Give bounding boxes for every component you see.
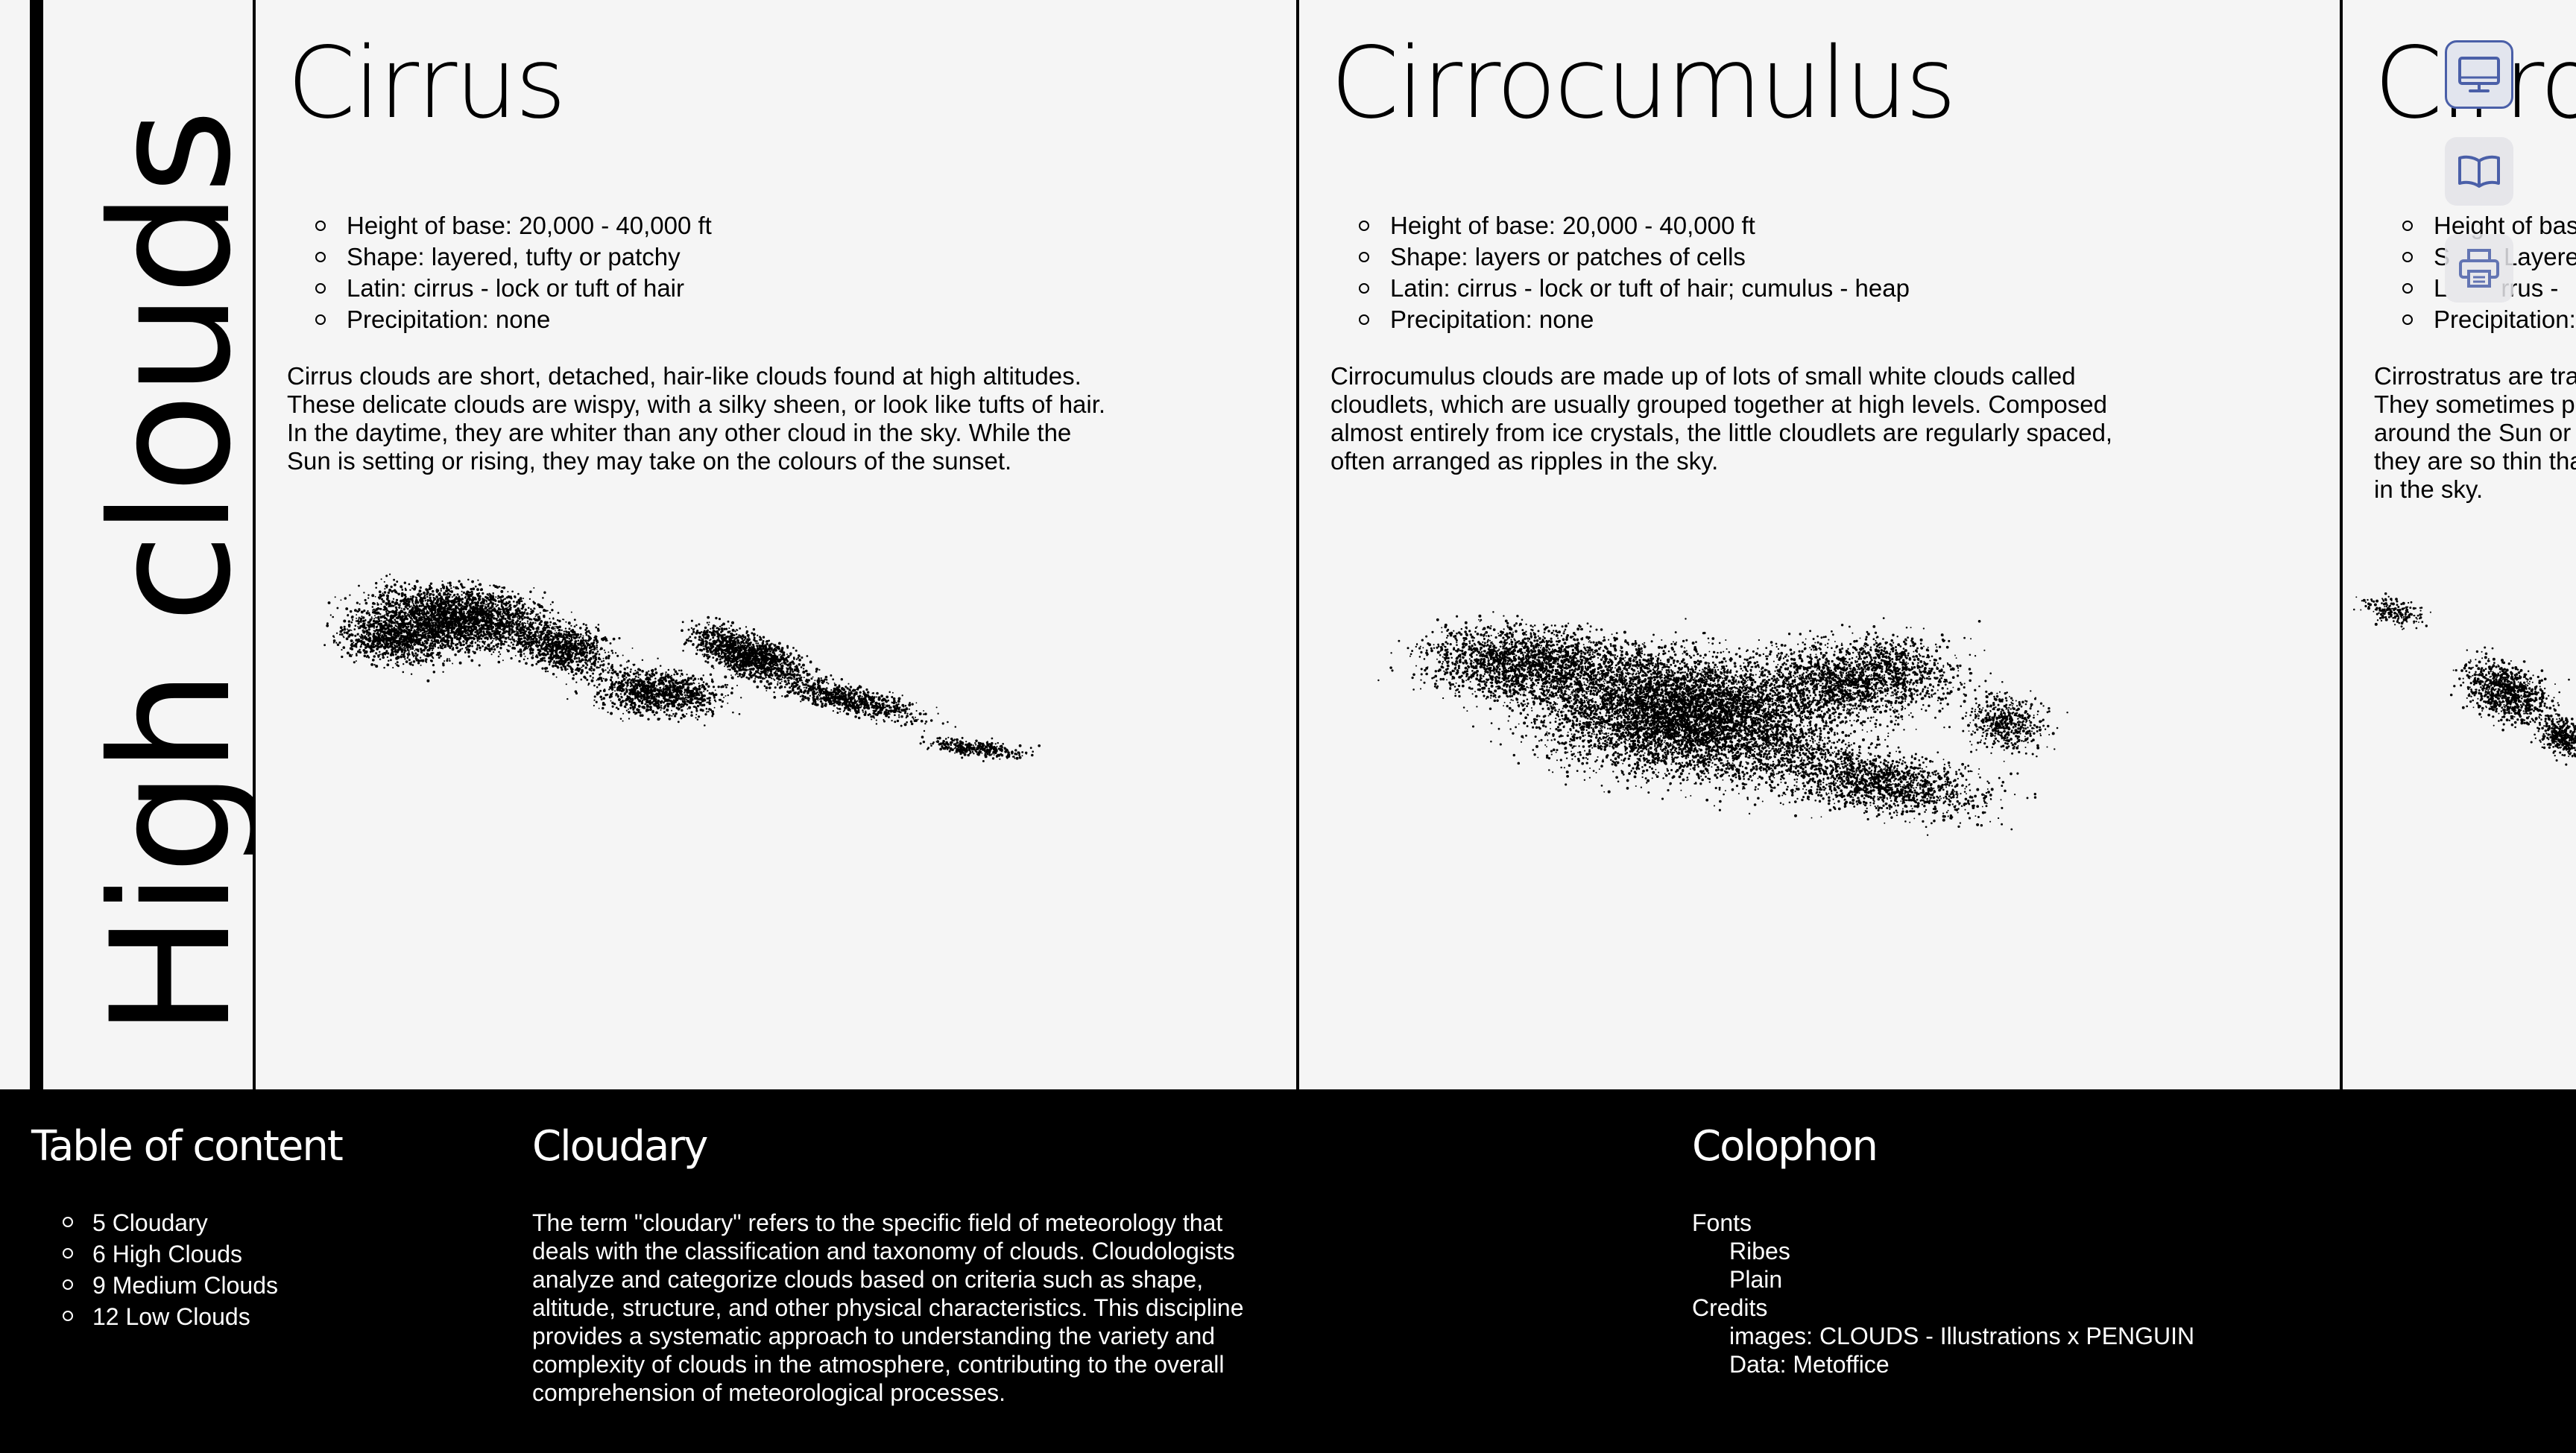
credit-entry: Data: Metoffice: [1692, 1350, 2194, 1378]
toc-item[interactable]: 9 Medium Clouds: [31, 1270, 278, 1301]
credits-label: Credits: [1692, 1294, 2194, 1322]
fact-item: Shape: layers or patches of cells: [1330, 241, 1910, 273]
colophon-heading: Colophon: [1692, 1121, 1877, 1173]
credit-entry: images: CLOUDS - Illustrations x PENGUIN: [1692, 1322, 2194, 1350]
cloud-description: [2374, 362, 2576, 504]
cloud-facts: [1330, 210, 1910, 335]
cirrus-illustration: [287, 536, 1107, 790]
monitor-icon: [2457, 55, 2501, 94]
toc-item[interactable]: 6 High Clouds: [31, 1238, 278, 1270]
cloudary-heading: Cloudary: [532, 1121, 707, 1173]
colophon: [1692, 1209, 2194, 1378]
fact-item: Precipitation: none: [1330, 304, 1910, 335]
section-title-column: [45, 0, 253, 1089]
footer: [0, 1089, 2576, 1453]
description-line: they are so thin tha: [2374, 447, 2576, 475]
cloud-panel-cirrus: [256, 0, 1296, 1089]
cloud-title: Cirrus: [287, 24, 564, 143]
cirrostratus-illustration: [2343, 566, 2576, 805]
fact-text: rrus -: [2501, 274, 2558, 302]
fact-item: [2374, 304, 2576, 335]
fact-item: Latin: cirrus - lock or tuft of hair: [287, 273, 712, 304]
cloud-facts: [287, 210, 712, 335]
cloudary-text: The term "cloudary" refers to the specific field of meteorology that deals with the classification and taxonomy of clouds. Cloudologists analyze and categorize clouds based on criteria such as shape, altitude, structure, and other physical characteristics. This discipline provides a systematic approach to understanding the variety and complexity of clouds in the atmosphere, contributing to the overall comprehension of meteorological processes.: [532, 1209, 1278, 1407]
font-entry: Ribes: [1692, 1237, 2194, 1265]
description-line: Cirrostratus are tran: [2374, 362, 2576, 390]
toc-item[interactable]: 5 Cloudary: [31, 1207, 278, 1238]
description-line: in the sky.: [2374, 475, 2576, 504]
fact-item: Height of base: 20,000 - 40,000 ft: [287, 210, 712, 241]
description-line: around the Sun or: [2374, 419, 2576, 447]
screen-view-button[interactable]: [2445, 40, 2513, 109]
toc-list: [31, 1207, 278, 1332]
fact-text: Layere: [2504, 243, 2576, 270]
cloud-description: Cirrocumulus clouds are made up of lots of small white clouds called cloudlets, which are usually grouped together at high levels. Composed almost entirely from ice crystals, the little cloudlets are regularly spaced, often arranged as ripples in the sky.: [1330, 362, 2165, 475]
fact-text: S: [2434, 243, 2450, 270]
description-line: They sometimes p: [2374, 390, 2576, 419]
fact-item: Height of base: 20,000 - 40,000 ft: [1330, 210, 1910, 241]
cloud-title: Cirrocumulus: [1330, 24, 1954, 143]
font-entry: Plain: [1692, 1265, 2194, 1294]
toc-item[interactable]: 12 Low Clouds: [31, 1301, 278, 1332]
spine-bar: [30, 0, 43, 1089]
print-button[interactable]: [2445, 234, 2513, 303]
fact-text: L: [2434, 274, 2447, 302]
section-title: High clouds: [97, 218, 246, 1037]
fonts-label: Fonts: [1692, 1209, 2194, 1237]
fact-item: Shape: layered, tufty or patchy: [287, 241, 712, 273]
cloud-panel-cirrocumulus: [1299, 0, 2340, 1089]
toc-heading: Table of content: [31, 1121, 342, 1173]
fact-item: Latin: cirrus - lock or tuft of hair; cumulus - heap: [1330, 273, 1910, 304]
fact-text: Height of bas: [2434, 212, 2576, 239]
book-icon: [2456, 153, 2502, 189]
fact-text: Precipitation:: [2434, 306, 2576, 333]
cloud-description: Cirrus clouds are short, detached, hair-like clouds found at high altitudes. These delicate clouds are wispy, with a silky sheen, or look like tufts of hair. In the daytime, they are whiter than any other cloud in the sky. While the Sun is setting or rising, they may take on the colours of the sunset.: [287, 362, 1122, 475]
cirrocumulus-illustration: [1299, 536, 2119, 879]
printer-icon: [2457, 247, 2501, 289]
fact-item: Precipitation: none: [287, 304, 712, 335]
reading-view-button[interactable]: [2445, 137, 2513, 206]
